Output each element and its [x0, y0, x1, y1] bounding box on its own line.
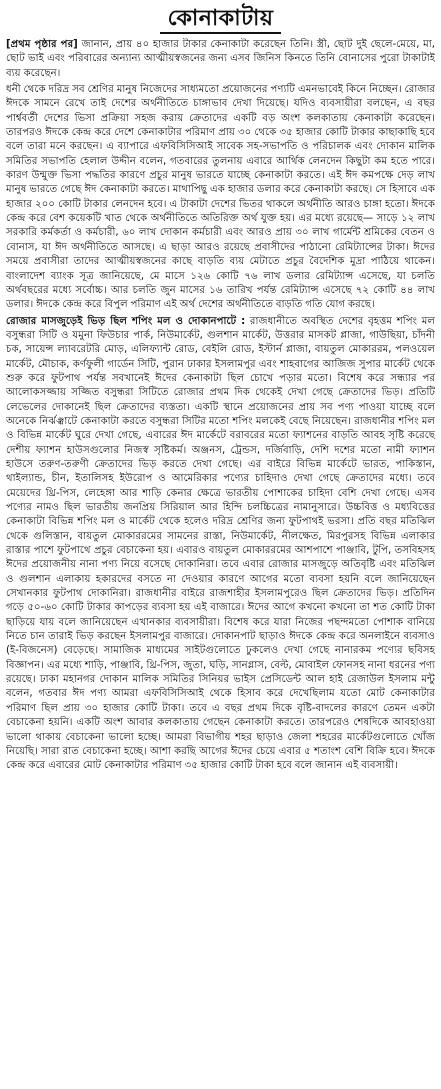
paragraph-economy: [6, 83, 435, 313]
paragraph-1-text: জানান, প্রায় ৪০ হাজার টাকার কেনাকাটা করেছেন তিনি। স্ত্রী, ছোট দুই ছেলে-মেয়ে, মা, ছোট ভাই এবং পরিবারের অন্যান্য আত্মীয়স্বজনের জন্য এসব জিনিস কিনতে তিনি বোনাসের পুরো টাকাটাই ব্যয় করেছেন।: [6, 39, 435, 79]
headline-container: [0, 6, 441, 34]
paragraph-2-text: ধনী থেকে দরিদ্র সব শ্রেণির মানুষ নিজেদের সাধ্যমতো প্রয়োজনের পণ্যটি এমনভাবেই কিনে নিচ্ছেন। রোজার ঈদকে সামনে রেখে তাই দেশের অর্থনীতিতে চাঙ্গাভাব দেখা দিয়েছে। যদিও ব্যবসায়ীরা বলছেন, এ বছর পার্শ্ববর্তী দেশের ভিসা প্রক্রিয়া সহজ করায় ক্রেতাদের একটি বড় অংশ কলকাতায় কেনাকাটা করেছেন। তারপরও ঈদকে কেন্দ্র করে দেশে কেনাকাটার পরিমাণ প্রায় ৩০ থেকে ৩৫ হাজার কোটি টাকার কাছাকাছি হবে বলে তারা মনে করছেন। এ ব্যাপারে এফবিসিসিআই সাবেক সহ-সভাপতি ও পরিচালক এবং দোকান মালিক সমিতির সভাপতি হেলাল উদ্দীন বলেন, গতবারের তুলনায় এবারে আর্থিক লেনদেন কিছুটা কম হতে পারে। কারণ উন্মুক্ত ভিসা পদ্ধতির কারণে প্রচুর মানুষ ভারতে যাচ্ছে কেনাকাটা করতে। এই ঈদ কমপক্ষে দেড় লাখ মানুষ ভারতে গেছে ঈদ কেনাকাটা করতে। মাথাপিছু এক হাজার ডলার করে কেনাকাটা করছে। সে হিসাবে এক হাজার ২০০ কোটি টাকার লেনদেন হবে। এ টাকাটা দেশের ভিতর থাকলে অর্থনীতি আরও চাঙ্গা হতো। ঈদকে কেন্দ্র করে বেশ কয়েকটি খাত থেকে অর্থনীতিতে অতিরিক্ত অর্থ যুক্ত হয়। এর মধ্যে রয়েছে— সাড়ে ১২ লাখ সরকারি কর্মকর্তা ও কর্মচারী, ৬০ লাখ দোকান কর্মচারী এবং আরও প্রায় ৩০ লাখ গার্মেন্ট শ্রমিকের বেতন ও বোনাস, যা ঈদ অর্থনীতিতে আসছে। এ ছাড়া আরও রয়েছে প্রবাসীদের পাঠানো রেমিট্যান্সের টাকা। ঈদের সময়ে প্রবাসীরা তাদের আত্মীয়স্বজনের কাছে বাড়তি ব্যয় মেটাতে প্রচুর বৈদেশিক মুদ্রা পাঠিয়ে থাকেন। বাংলাদেশ ব্যাংক সূত্র জানিয়েছে, মে মাসে ১২৬ কোটি ৭৬ লাখ ডলার রেমিট্যান্স এসেছে, যা চলতি অর্থবছরের মধ্যে সর্বোচ্চ। আর চলতি জুন মাসের ১৬ তারিখ পর্যন্ত রেমিট্যান্স এসেছে ৭২ কোটি ৪৪ লাখ ডলার। ঈদকে কেন্দ্র করে বিপুল পরিমাণ এই অর্থ দেশের অর্থনীতিতে বাড়তি গতি যোগ করছে।: [6, 84, 435, 311]
paragraph-intro: [6, 38, 435, 81]
paragraph-3-text: রাজধানীতে অবস্থিত দেশের বৃহত্তম শপিং মল বসুন্ধরা সিটি ও যমুনা ফিউচার পার্ক, নিউমার্কেট, গুলশান মার্কেট, উত্তরার মাসকট প্লাজা, গাউছিয়া, চাঁদনী চক, সায়েন্স ল্যাবরেটরি মোড়, এলিফ্যান্ট রোড, বেইলি রোড, ইস্টার্ন প্লাজা, বায়তুল মোকাররম, পলওয়েল মার্কেট, মৌচাক, কর্ণফুলী গার্ডেন সিটি, পুরান ঢাকার ইসলামপুর এবং শাহবাগের আজিজ সুপার মার্কেট থেকে শুরু করে ফুটপাথ পর্যন্ত সবখানেই ঈদের কেনাকাটা ছিল চোখে পড়ার মতো। বিশেষ করে সন্ধ্যার পর আলোকসজ্জায় সজ্জিত বসুন্ধরা সিটিতে রোজার প্রথম দিক থেকেই দেখা গেছে ক্রেতাদের ভিড়। প্রতিটি লেভেলের দোকানেই ছিল ক্রেতাদের ব্যস্ততা। একটি স্থানে প্রয়োজনের প্রায় সব পণ্য পাওয়া যাচ্ছে বলে অনেকে নির্ঝঞ্ঝাটে কেনাকাটা করতে বসুন্ধরা সিটির মতো শপিং মলকেই বেছে নিয়েছেন। রাজধানীর শপিং মল ও বিভিন্ন মার্কেট ঘুরে দেখা গেছে, এবারের ঈদ মার্কেটে বরাবরের মতো ফ্যাশনের বাড়তি আবহ সৃষ্টি করেছে দেশীয় ফ্যাশন হাউসগুলোর নিজস্ব সৃষ্টিকর্ম। অঞ্জনস, ট্রেন্ডস, দর্জিবাড়ি, দেশি দশের মতো নামী ফ্যাশন হাউসে তরুণ-তরুণী ক্রেতাদের ভিড় করতে দেখা গেছে। এর বাইরে বিভিন্ন মার্কেটে ভারত, পাকিস্তান, থাইল্যান্ড, চীন, ইতালিসহ ইউরোপ ও আমেরিকার পণ্যের চাহিদাও দেখা গেছে ক্রেতাদের মধ্যে। তবে মেয়েদের থ্রি-পিস, লেহেঙ্গা আর শাড়ি কেনার ক্ষেত্রে ভারতীয় পোশাকের চাহিদা বেশি দেখা গেছে। এসব পণ্যের নামও ছিল ভারতীয় জনপ্রিয় সিরিয়াল আর হিন্দি চলচ্চিত্রের নামানুসারে। উচ্চবিত্ত ও মধ্যবিত্তের কেনাকাটা বিভিন্ন শপিং মল ও মার্কেট থেকে হলেও দরিদ্র শ্রেণির জন্য ফুটপাথই ভরসা। প্রতি বছর মতিঝিল থেকে গুলিস্তান, বায়তুল মোকাররমের সামনের রাস্তা, নিউমার্কেট, নীলক্ষেত, মিরপুরসহ বিভিন্ন এলাকার রাস্তার পাশে ফুটপাথে প্রচুর বেচাকেনা হয়। এবারও বায়তুল মোকাররমের আশপাশে পাঞ্জাবি, টুপি, তসবিহসহ ঈদের প্রয়োজনীয় নানা পণ্য নিয়ে বসেছে দোকানিরা। তবে এবার রোজার মাসজুড়ে অতিবৃষ্টি এবং মতিঝিল ও গুলশান এলাকায় হকারদের বসতে না দেওয়ার কারণে আগের মতো ব্যবসা হয়নি বলে জানিয়েছেন সেখানকার ফুটপাথ দোকানিরা। রাজধানীর বাইরে রাজশাহীর ইসলামপুরেও ছিল ক্রেতাদের ভিড়। প্রতিদিন গড়ে ৫০-৬০ কোটি টাকার কাপড়ের ব্যবসা হয় এই বাজারে। ঈদের আগে কখনো কখনো তা শত কোটি টাকা ছাড়িয়ে যায় বলে জানিয়েছেন এখানকার ব্যবসায়ীরা। বিশেষ করে যারা নিজের পছন্দমতো পোশাক বানিয়ে নিতে চান তারাই ভিড় করছেন ইসলামপুর বাজারে। দোকানপাট ছাড়াও ঈদকে কেন্দ্র করে অনলাইনে ব্যবসাও (ই-বিজনেস) বেড়েছে। সামাজিক মাধ্যমের সাইটগুলোতে ঢুকলেও দেখা গেছে নানারকম পণ্যের ছবিসহ বিজ্ঞাপন। এর মধ্যে শাড়ি, পাঞ্জাবি, থ্রি-পিস, জুতা, ঘড়ি, সানগ্লাস, বেল্ট, মোবাইল ফোনসহ নানা ধরনের পণ্য রয়েছে। ঢাকা মহানগর দোকান মালিক সমিতির সিনিয়র ভাইস প্রেসিডেন্ট আল হাই রেজাউল ইসলাম মন্টু বলেন, গতবার ঈদ পণ্য আমরা এফবিসিসিআই থেকে হিসাব করে দেখেছিলাম যতো মোট কেনাকাটার পরিমাণ ছিল প্রায় ৩০ হাজার কোটি টাকা। তবে এ বছর প্রথম দিকে বৃষ্টি-বাদলের কারণে তেমন একটা বেচাকেনা হয়নি। একটি অংশ আবার কলকাতায় গেছেন কেনাকাটা করতে। তারপরেও শেষদিকে আবহাওয়া ভালো থাকায় বেচাকেনা ভালো হচ্ছে। আমরা বিভাগীয় শহর ছাড়াও জেলা শহরের মার্কেটগুলোতে খোঁজ নিয়েছি। সারা রাত বেচাকেনা হচ্ছে। আশা করছি আগের ঈদের চেয়ে এবার ৫ শতাংশ বেশি বিক্রি হবে। ঈদকে কেন্দ্র করে এবারের মোট কেনাকাটার পরিমাণ ৩৫ হাজার কোটি টাকা হবে বলে জানান এই ব্যবসায়ী।: [6, 315, 435, 772]
section-subhead: রোজার মাসজুড়েই ভিড় ছিল শপিং মল ও দোকানপাটে :: [6, 315, 246, 327]
article-headline: কোনাকাটায়: [160, 6, 282, 34]
paragraph-shopping: [6, 315, 435, 774]
article-body: [6, 38, 435, 1084]
continuation-kicker: [প্রথম পৃষ্ঠার পর]: [6, 39, 78, 50]
